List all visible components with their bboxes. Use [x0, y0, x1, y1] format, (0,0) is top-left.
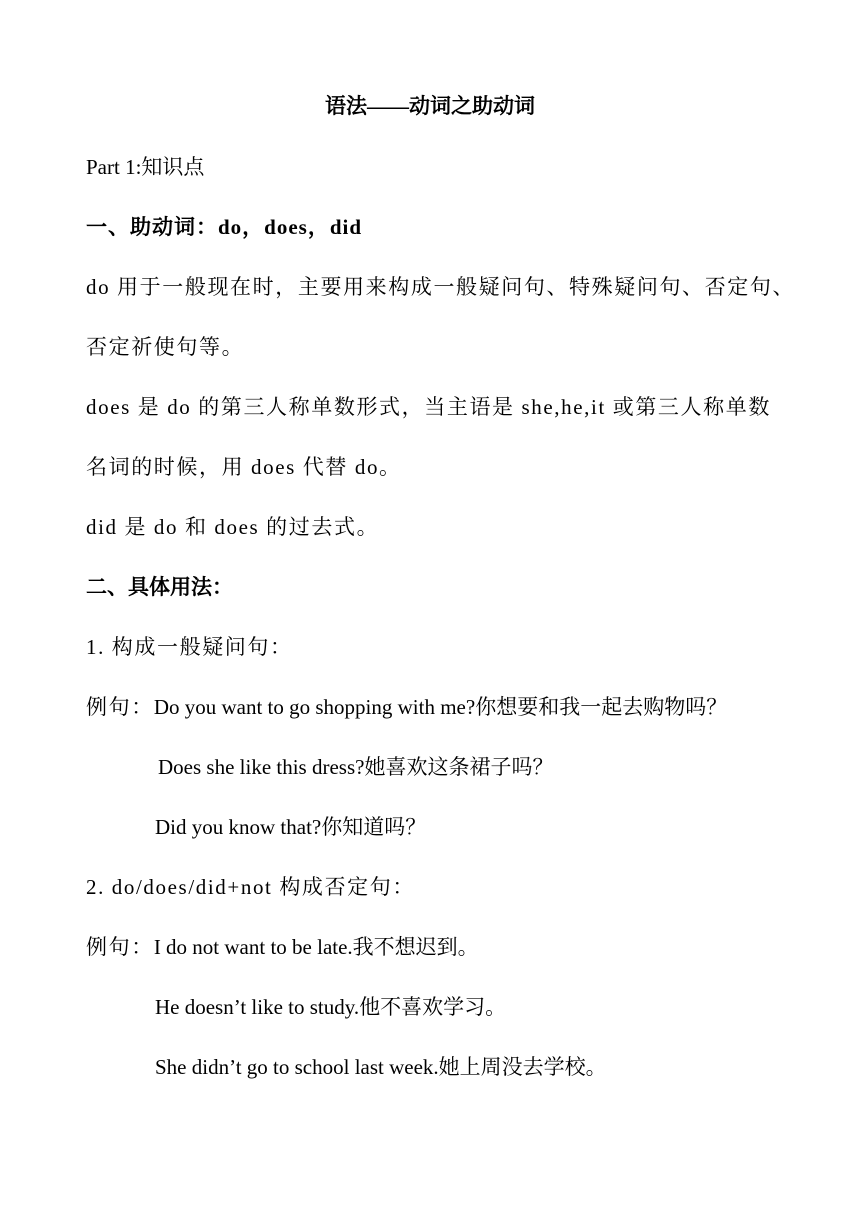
item2-label: 2. do/does/did+not 构成否定句： [86, 875, 415, 899]
item1-example-row-3: Did you know that?你知道吗？ [155, 815, 427, 839]
item1-label: 1. 构成一般疑问句： [86, 635, 293, 659]
item1-example-row-1 [86, 693, 727, 721]
item2-example-row-3: She didn’t go to school last week.她上周没去学校。 [155, 1055, 607, 1079]
section1-heading: 一、助动词：do，does，did [86, 215, 363, 239]
section1-line-3: does 是 do 的第三人称单数形式，当主语是 she,he,it 或第三人称单数 [86, 395, 771, 419]
item2-example-row-1 [86, 933, 479, 961]
section1-line-4: 名词的时候，用 does 代替 do。 [86, 455, 402, 479]
section2-heading: 二、具体用法： [86, 575, 233, 599]
example-prefix: 例句： [86, 695, 154, 719]
item2-example-row-2: He doesn’t like to study.他不喜欢学习。 [155, 995, 507, 1019]
example-sentence: I do not want to be late.我不想迟到。 [153, 935, 479, 959]
section1-line-5: did 是 do 和 does 的过去式。 [86, 515, 380, 539]
item1-example-row-2: Does she like this dress?她喜欢这条裙子吗？ [158, 755, 554, 779]
section1-line-1: do 用于一般现在时，主要用来构成一般疑问句、特殊疑问句、否定句、 [86, 275, 796, 299]
example-sentence: Do you want to go shopping with me?你想要和我一起去购物吗？ [153, 695, 728, 719]
section1-line-2: 否定祈使句等。 [86, 335, 245, 359]
document-title: 语法——动词之助动词 [325, 94, 535, 118]
part-heading: Part 1:知识点 [86, 155, 205, 179]
example-prefix: 例句： [86, 935, 154, 959]
